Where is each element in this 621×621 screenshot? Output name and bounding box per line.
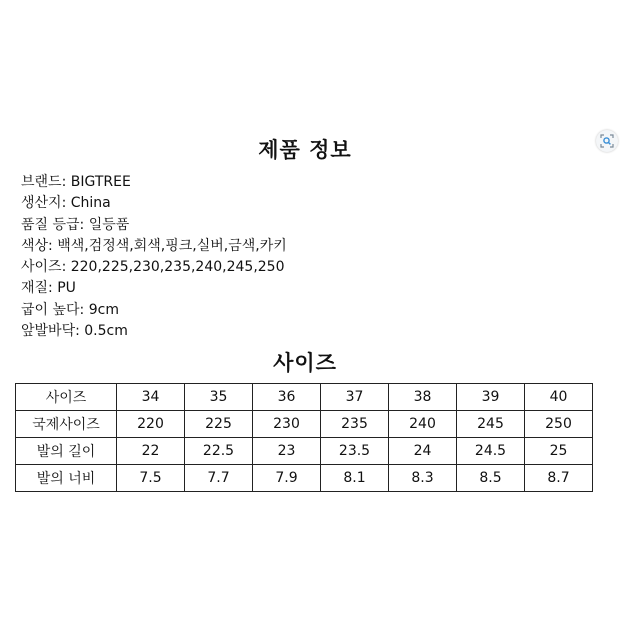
table-row — [16, 384, 593, 411]
size-section-title: 사이즈 — [273, 351, 337, 375]
info-line-colors: 색상: 백색,검정색,회색,핑크,실버,금색,카키 — [21, 237, 287, 254]
table-cell: 7.9 — [253, 465, 321, 492]
table-cell: 8.1 — [321, 465, 389, 492]
info-line-heel-height: 굽이 높다: 9cm — [21, 301, 119, 318]
table-cell: 24 — [389, 438, 457, 465]
table-cell: 34 — [117, 384, 185, 411]
table-cell: 22 — [117, 438, 185, 465]
table-cell: 225 — [185, 411, 253, 438]
table-cell: 7.7 — [185, 465, 253, 492]
info-line-origin: 생산지: China — [21, 195, 111, 212]
table-cell: 8.7 — [525, 465, 593, 492]
table-cell: 39 — [457, 384, 525, 411]
table-cell: 235 — [321, 411, 389, 438]
table-cell: 25 — [525, 438, 593, 465]
table-cell: 37 — [321, 384, 389, 411]
info-line-material: 재질: PU — [21, 280, 76, 297]
table-cell: 36 — [253, 384, 321, 411]
table-cell: 8.5 — [457, 465, 525, 492]
table-row — [16, 465, 593, 492]
table-cell: 22.5 — [185, 438, 253, 465]
table-cell: 35 — [185, 384, 253, 411]
row-header: 사이즈 — [16, 384, 117, 411]
info-line-grade: 품질 등급: 일등품 — [21, 216, 130, 233]
table-cell: 23.5 — [321, 438, 389, 465]
product-info-title: 제품 정보 — [258, 138, 352, 162]
table-cell: 8.3 — [389, 465, 457, 492]
table-cell: 230 — [253, 411, 321, 438]
row-header: 발의 너비 — [16, 465, 117, 492]
table-row — [16, 438, 593, 465]
row-header: 발의 길이 — [16, 438, 117, 465]
table-cell: 7.5 — [117, 465, 185, 492]
table-cell: 24.5 — [457, 438, 525, 465]
product-info-list — [21, 172, 287, 342]
table-cell: 38 — [389, 384, 457, 411]
table-row — [16, 411, 593, 438]
info-line-platform: 앞발바닥: 0.5cm — [21, 323, 128, 340]
row-header: 국제사이즈 — [16, 411, 117, 438]
table-cell: 220 — [117, 411, 185, 438]
table-cell: 23 — [253, 438, 321, 465]
table-cell: 250 — [525, 411, 593, 438]
table-cell: 245 — [457, 411, 525, 438]
table-cell: 40 — [525, 384, 593, 411]
info-line-sizes: 사이즈: 220,225,230,235,240,245,250 — [21, 259, 285, 276]
table-cell: 240 — [389, 411, 457, 438]
size-table — [15, 383, 593, 492]
info-line-brand: 브랜드: BIGTREE — [21, 174, 131, 190]
